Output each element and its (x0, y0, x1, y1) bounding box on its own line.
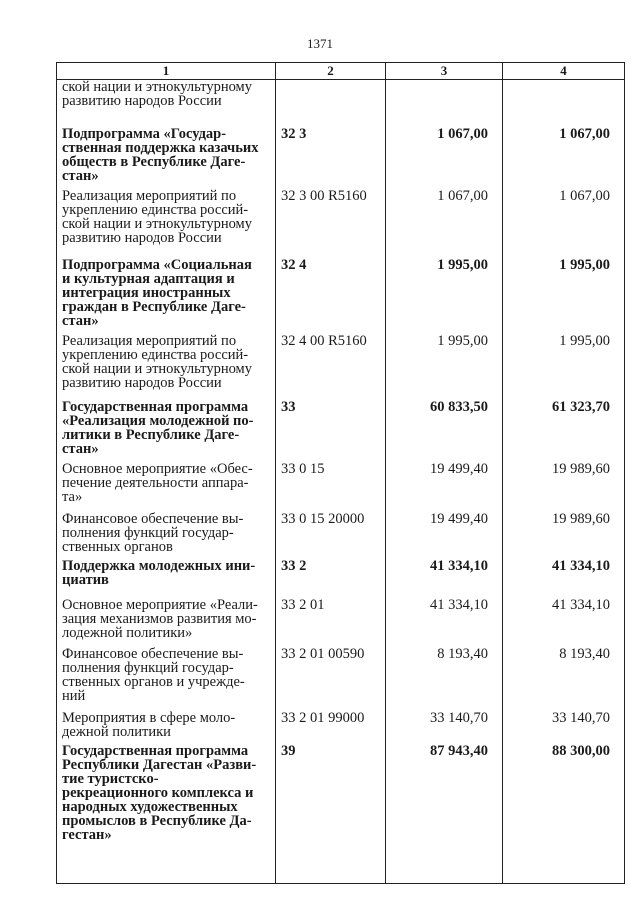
row-code-cell (276, 80, 386, 127)
table-body (57, 80, 625, 884)
row-name-cell: Подпрограмма «Социальная и культурная адаптация и интеграция иностранных граждан в Республике Даге- стан» (57, 258, 276, 334)
table-row (57, 598, 625, 647)
table-header (57, 63, 625, 80)
table-row (57, 189, 625, 258)
row-value-col3: 1 995,00 (386, 334, 503, 400)
table-row (57, 512, 625, 559)
header-col-1: 1 (57, 63, 276, 80)
row-code-cell: 33 2 (276, 559, 386, 598)
row-value-col4: 41 334,10 (503, 559, 625, 598)
row-name-cell: Подпрограмма «Государ- ственная поддержка казачьих обществ в Республике Даге- стан» (57, 127, 276, 189)
page-number: 1371 (307, 36, 333, 51)
row-value-col4: 1 995,00 (503, 258, 625, 334)
row-name-cell: Реализация мероприятий по укреплению единства россий- ской нации и этнокультурному развитию народов России (57, 334, 276, 400)
row-value-col4: 1 067,00 (503, 127, 625, 189)
row-value-col4: 88 300,00 (503, 744, 625, 884)
row-value-col4: 19 989,60 (503, 512, 625, 559)
row-code-cell: 33 0 15 (276, 462, 386, 512)
row-name-cell: Мероприятия в сфере моло- дежной политики (57, 711, 276, 744)
table-row (57, 744, 625, 884)
row-name-cell: Реализация мероприятий по укреплению единства россий- ской нации и этнокультурному развитию народов России (57, 189, 276, 258)
row-code-cell: 33 2 01 00590 (276, 647, 386, 711)
row-value-col3 (386, 80, 503, 127)
table-row (57, 127, 625, 189)
table-row (57, 462, 625, 512)
header-col-2: 2 (276, 63, 386, 80)
row-value-col4: 8 193,40 (503, 647, 625, 711)
row-code-cell: 33 0 15 20000 (276, 512, 386, 559)
row-code-cell: 33 2 01 (276, 598, 386, 647)
row-value-col4: 1 067,00 (503, 189, 625, 258)
row-name-cell: Финансовое обеспечение вы- полнения функций государ- ственных органов и учрежде- ний (57, 647, 276, 711)
row-code-cell: 32 4 00 R5160 (276, 334, 386, 400)
table-row (57, 711, 625, 744)
row-name-cell: Основное мероприятие «Реали- зация механизмов развития мо- лодежной политики» (57, 598, 276, 647)
row-value-col4: 1 995,00 (503, 334, 625, 400)
table-row (57, 258, 625, 334)
row-value-col3: 60 833,50 (386, 400, 503, 462)
row-value-col3: 19 499,40 (386, 462, 503, 512)
header-col-4: 4 (503, 63, 625, 80)
table-row (57, 334, 625, 400)
row-name-cell: Государственная программа «Реализация молодежной по- литики в Республике Даге- стан» (57, 400, 276, 462)
row-name-cell: ской нации и этнокультурному развитию народов России (57, 80, 276, 127)
row-value-col4: 61 323,70 (503, 400, 625, 462)
row-code-cell: 33 2 01 99000 (276, 711, 386, 744)
row-name-cell: Финансовое обеспечение вы- полнения функций государ- ственных органов (57, 512, 276, 559)
row-value-col3: 1 067,00 (386, 127, 503, 189)
row-value-col4 (503, 80, 625, 127)
row-value-col3: 33 140,70 (386, 711, 503, 744)
row-code-cell: 33 (276, 400, 386, 462)
row-name-cell: Основное мероприятие «Обес- печение деятельности аппара- та» (57, 462, 276, 512)
row-value-col3: 1 067,00 (386, 189, 503, 258)
row-value-col4: 19 989,60 (503, 462, 625, 512)
row-value-col3: 41 334,10 (386, 598, 503, 647)
row-value-col3: 19 499,40 (386, 512, 503, 559)
row-value-col4: 41 334,10 (503, 598, 625, 647)
row-value-col4: 33 140,70 (503, 711, 625, 744)
row-name-cell: Государственная программа Республики Дагестан «Разви- тие туристско- рекреационного комплекса и народных художественных промыслов в Республике Да- гестан» (57, 744, 276, 884)
table-row (57, 80, 625, 127)
row-value-col3: 8 193,40 (386, 647, 503, 711)
table-row (57, 559, 625, 598)
row-code-cell: 32 3 (276, 127, 386, 189)
table-row (57, 647, 625, 711)
row-code-cell: 32 3 00 R5160 (276, 189, 386, 258)
row-value-col3: 41 334,10 (386, 559, 503, 598)
table-row (57, 400, 625, 462)
row-code-cell: 32 4 (276, 258, 386, 334)
header-col-3: 3 (386, 63, 503, 80)
row-value-col3: 87 943,40 (386, 744, 503, 884)
row-code-cell: 39 (276, 744, 386, 884)
row-value-col3: 1 995,00 (386, 258, 503, 334)
budget-table (56, 62, 625, 884)
row-name-cell: Поддержка молодежных ини- циатив (57, 559, 276, 598)
